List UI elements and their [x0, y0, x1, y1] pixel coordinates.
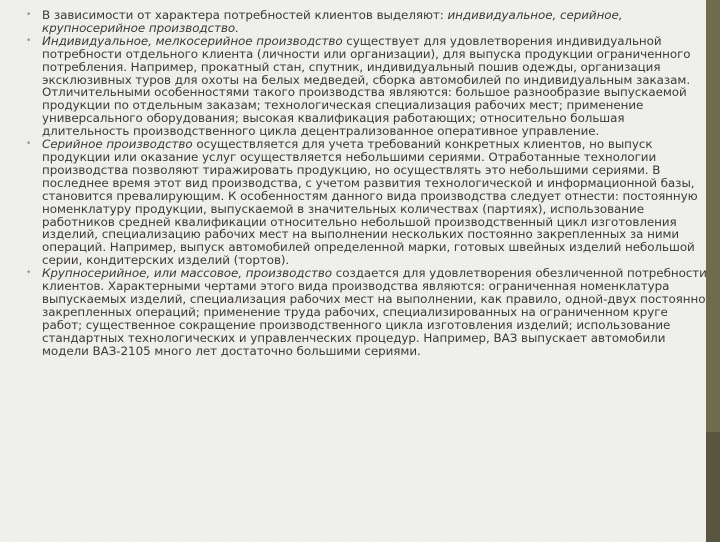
text-body	[26, 9, 708, 357]
bullet-paragraph	[26, 138, 708, 267]
paragraph-text: существует для удовлетворения индивидуальной потребности отдельного клиента (личности или организации), для выпуска продукции ограниченного потребления. Например, прокатный стан, спутник, индивидуальный пошив одежды, организация эксклюзивных туров для охоты на белых медведей, сборка автомобилей по индивидуальным заказам. Отличительными особенностями такого производства являются: большое разнообразие выпускаемой продукции по отдельным заказам; технологическая специализация рабочих мест; применение универсального оборудования; высокая квалификация работающих; относительно большая длительность производственного цикла децентрализованное оперативное управление.	[42, 33, 691, 139]
bullet-paragraph	[26, 35, 708, 138]
bullet-icon: •	[26, 35, 32, 46]
paragraph-italic-text: Индивидуальное, мелкосерийное производство	[42, 33, 343, 48]
right-decorative-tab	[706, 432, 720, 542]
bullet-paragraph	[26, 267, 708, 357]
paragraph-italic-text: Крупносерийное, или массовое, производство	[42, 266, 333, 281]
paragraph-text: осуществляется для учета требований конкретных клиентов, но выпуск продукции или оказание услуг осуществляется небольшими сериями. Отработанные технологии производства позволяют тиражировать продукцию, но осуществлять это небольшими сериями. В последнее время этот вид производства, с учетом развития технологической и информационной базы, становится превалирующим. К особенностям данного вида производства следует отнести: постоянную номенклатуру продукции, выпускаемой в значительных количествах (партиях), использование работников средней квалификации относительно небольшой производственный цикл изготовления изделий, специализацию рабочих мест на выполнении нескольких постоянно закрепленных за ними операций. Например, выпуск автомобилей определенной марки, готовых швейных изделий небольшой серии, кондитерских изделий (тортов).	[42, 137, 698, 268]
paragraph-italic-text: Серийное производство	[42, 137, 193, 152]
paragraph-italic-text: индивидуальное, серийное, крупносерийное производство.	[42, 8, 623, 35]
paragraph-text: В зависимости от характера потребностей клиентов выделяют:	[42, 8, 448, 22]
paragraph-text: создается для удовлетворения обезличенной потребности клиентов. Характерными чертами этого вида производства являются: ограниченная номенклатура выпускаемых изделий, специализация рабочих мест на выполнении, как правило, одной-двух постоянно закрепленных операций; применение труда рабочих, специализированных на ограниченном круге работ; существенное сокращение производственного цикла изготовления изделий; использование стандартных технологических и управленческих процедур. Например, ВАЗ выпускает автомобили модели ВАЗ-2105 много лет достаточно большими сериями.	[42, 266, 707, 358]
bullet-icon: •	[26, 10, 32, 20]
bullet-icon: •	[26, 139, 32, 150]
bullet-icon: •	[26, 268, 32, 279]
bullet-paragraph	[26, 9, 708, 35]
